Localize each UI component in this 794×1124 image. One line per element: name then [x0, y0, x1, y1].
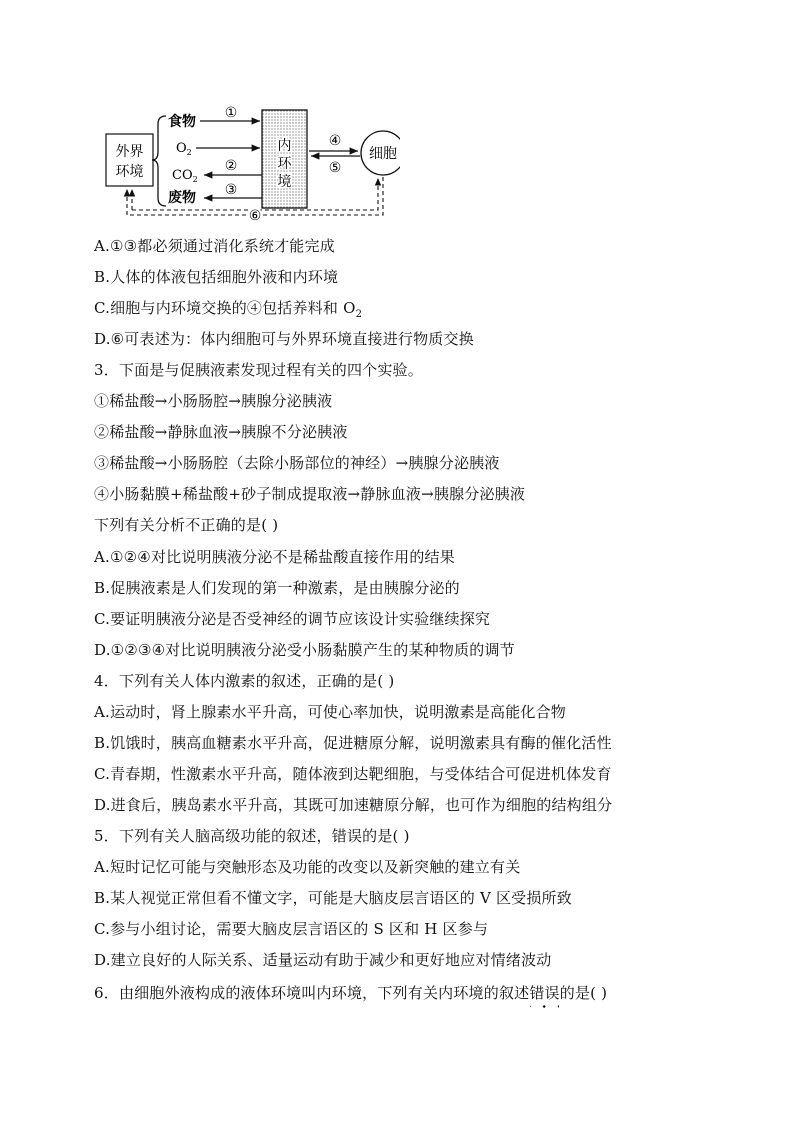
o2-subscript: 2: [186, 148, 192, 157]
q2-option-a: A.①③都必须通过消化系统才能完成: [94, 237, 335, 255]
inner-environment-label-3: 境: [277, 174, 292, 190]
num-3: ③: [224, 182, 238, 198]
q2-option-b: B.人体的体液包括细胞外液和内环境: [94, 268, 339, 286]
o2-label: [176, 141, 192, 157]
q3-experiment-3: ③稀盐酸→小肠肠腔（去除小肠部位的神经）→胰腺分泌胰液: [94, 454, 500, 472]
q3-option-d: D.①②③④对比说明胰液分泌受小肠黏膜产生的某种物质的调节: [94, 641, 515, 659]
q3-experiment-1: ①稀盐酸→小肠肠腔→胰腺分泌胰液: [94, 392, 333, 410]
num-6: ⑥: [248, 208, 262, 224]
inner-environment-label-2: 环: [277, 156, 292, 172]
q4-option-a: A.运动时，肾上腺素水平升高，可使心率加快，说明激素是高能化合物: [94, 703, 567, 721]
q3-stem: 3．下面是与促胰液素发现过程有关的四个实验。: [94, 361, 423, 379]
q5-option-b: B.某人视觉正常但看不懂文字，可能是大脑皮层言语区的 V 区受损所致: [94, 889, 572, 907]
q4-stem: 4．下列有关人体内激素的叙述，正确的是( ): [94, 672, 395, 690]
food-label: 食物: [168, 114, 196, 130]
brace: [152, 116, 166, 206]
q5-option-c: C.参与小组讨论，需要大脑皮层言语区的 S 区和 H 区参与: [94, 920, 489, 938]
q6-stem: [94, 983, 607, 1003]
co2-text: CO: [172, 168, 193, 183]
num-5: ⑤: [328, 160, 342, 176]
cell-label: 细胞: [369, 146, 397, 162]
q2-option-d: D.⑥可表述为：体内细胞可与外界环境直接进行物质交换: [94, 330, 474, 348]
q4-option-c: C.青春期，性激素水平升高，随体液到达靶细胞，与受体结合可促进机体发育: [94, 765, 612, 783]
waste-label: 废物: [168, 190, 196, 206]
q5-option-d: D.建立良好的人际关系、适量运动有助于减少和更好地应对情绪波动: [94, 951, 552, 969]
q3-option-a: A.①②④对比说明胰液分泌不是稀盐酸直接作用的结果: [94, 548, 455, 566]
q3-option-c: C.要证明胰液分泌是否受神经的调节应该设计实验继续探究: [94, 610, 491, 628]
q6-stem-post: 的是( ): [559, 984, 608, 1002]
num-1: ①: [224, 105, 238, 121]
internal-environment-diagram: [100, 98, 400, 230]
num-2: ②: [224, 158, 238, 174]
q3-option-b: B.促胰液素是人们发现的第一种激素，是由胰腺分泌的: [94, 579, 460, 597]
outer-environment-label-2: 环境: [115, 164, 144, 180]
q4-option-d: D.进食后，胰岛素水平升高，其既可加速糖原分解，也可作为细胞的结构组分: [94, 796, 613, 814]
q2-option-c: [94, 298, 362, 325]
q5-option-a: A.短时记忆可能与突触形态及功能的改变以及新突触的建立有关: [94, 858, 521, 876]
q2-option-c-subscript: 2: [355, 309, 363, 320]
q5-stem: 5．下列有关人脑高级功能的叙述，错误的是( ): [94, 827, 410, 845]
q6-stem-pre: 6．由细胞外液构成的液体环境叫内环境，下列有关内环境的叙述: [94, 984, 530, 1002]
q6-stem-emphasis: 错误: [529, 984, 560, 1002]
q3-experiment-2: ②稀盐酸→静脉血液→胰腺不分泌胰液: [94, 423, 348, 441]
co2-subscript: 2: [192, 175, 198, 184]
q4-option-b: B.饥饿时，胰高血糖素水平升高，促进糖原分解，说明激素具有酶的催化活性: [94, 734, 612, 752]
num-4: ④: [328, 133, 342, 149]
co2-label: [172, 168, 198, 184]
q3-experiment-4: ④小肠黏膜+稀盐酸+砂子制成提取液→静脉血液→胰腺分泌胰液: [94, 485, 526, 503]
o2-text: O: [176, 141, 187, 156]
q2-option-c-text: C.细胞与内环境交换的④包括养料和 O: [94, 299, 356, 317]
inner-environment-label-1: 内: [277, 138, 292, 154]
q3-ask: 下列有关分析不正确的是( ): [94, 516, 279, 534]
outer-environment-label-1: 外界: [115, 144, 144, 160]
